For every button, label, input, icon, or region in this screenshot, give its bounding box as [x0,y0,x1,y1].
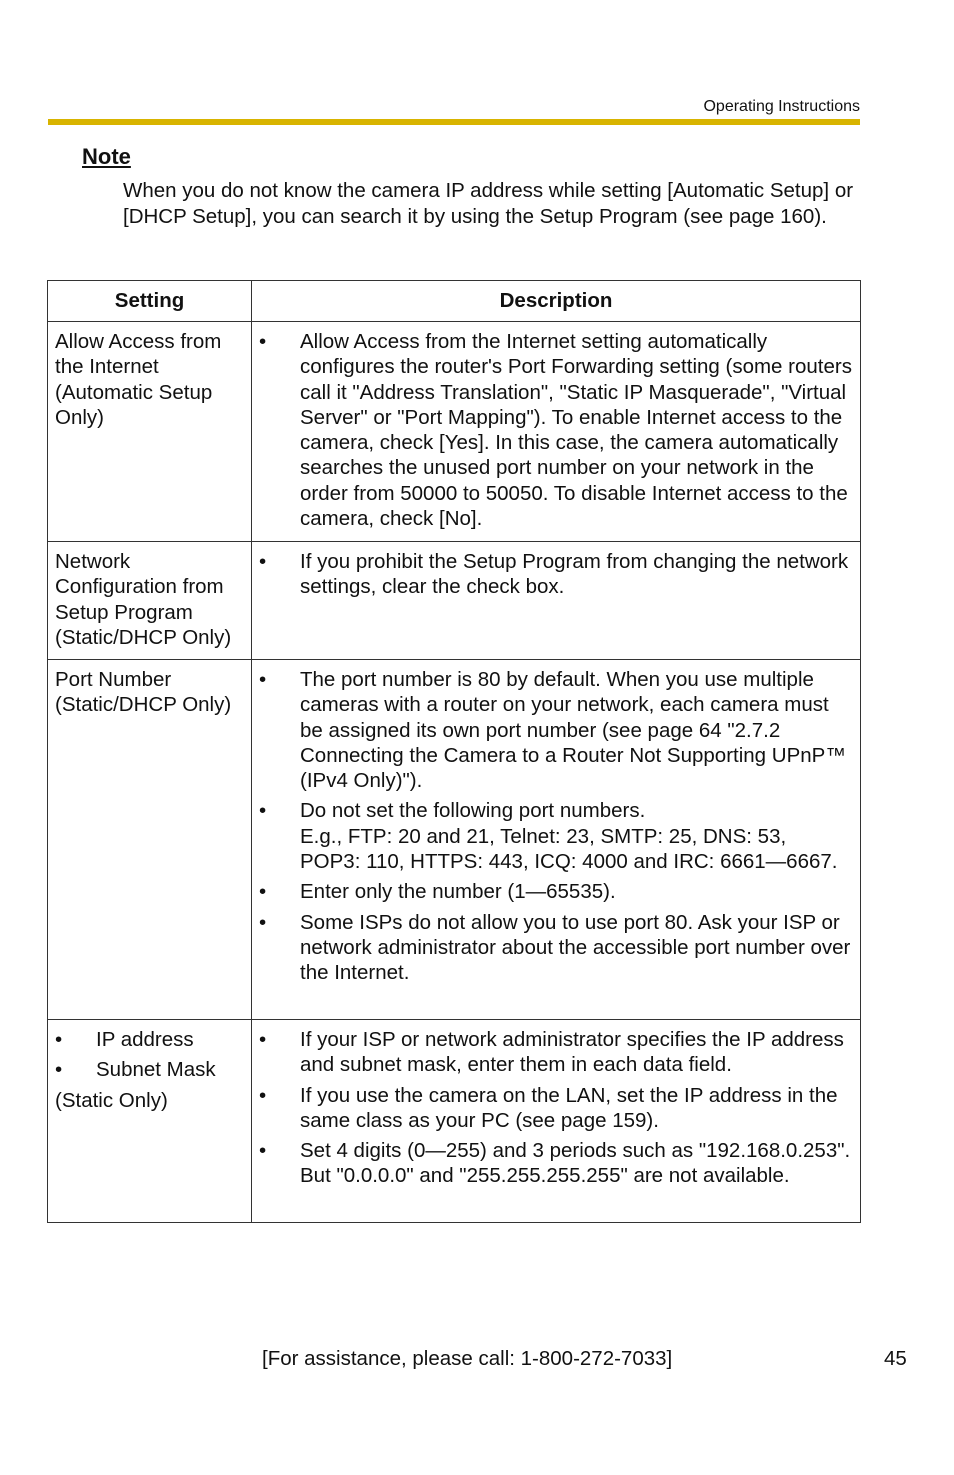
description-cell [252,322,861,542]
description-bullets [259,667,852,986]
running-header: Operating Instructions [703,98,860,115]
bullet-item: • Enter only the number (1—65535). [259,879,852,904]
setting-items [55,1027,245,1083]
table-row [48,542,861,660]
table-row [48,660,861,1020]
setting-port-number: Port Number (Static/DHCP Only) [48,660,252,1020]
header-rule [48,119,860,125]
setting-allow-access: Allow Access from the Internet (Automatic Setup Only) [48,322,252,542]
description-cell [252,542,861,660]
description-bullets [259,549,852,600]
assistance-footer: [For assistance, please call: 1-800-272-7033] [262,1347,673,1370]
bullet-item: • If you prohibit the Setup Program from changing the network settings, clear the check box. [259,549,852,600]
port-bullet-line-2: E.g., FTP: 20 and 21, Telnet: 23, SMTP: 25, DNS: 53, POP3: 110, HTTPS: 443, ICQ: 4000 and IRC: 6661—6667. [300,824,838,874]
port-bullet-line-1: • Do not set the following port numbers. [300,799,646,823]
bullet-item: • If you use the camera on the LAN, set the IP address in the same class as your PC (see page 159). [259,1083,852,1134]
setting-column-header: Setting [48,281,252,322]
bullet-item: • If your ISP or network administrator specifies the IP address and subnet mask, enter them in each data field. [259,1027,852,1078]
note-text: When you do not know the camera IP address while setting [Automatic Setup] or [DHCP Setup], you can search it by using the Setup Program (see page 160). [123,179,854,228]
setting-network-configuration: Network Configuration from Setup Program (Static/DHCP Only) [48,542,252,660]
bullet-item [259,798,852,874]
description-bullets [259,1027,852,1189]
settings-table [47,280,861,1223]
bullet-item: • Some ISPs do not allow you to use port 80. Ask your ISP or network administrator about the accessible port number over the Internet. [259,910,852,986]
setting-ip-subnet [48,1020,252,1223]
bullet-item: • The port number is 80 by default. When you use multiple cameras with a router on your network, each camera must be assigned its own port number (see page 64 "2.7.2 Connecting the Camera to a Router Not Supporting UPnP™ (IPv4 Only)"). [259,667,852,793]
table-header-row [48,281,861,322]
description-cell [252,1020,861,1223]
setting-item: • IP address [55,1027,245,1052]
page-number: 45 [884,1347,907,1370]
description-cell [252,660,861,1020]
setting-note: (Static Only) [55,1088,168,1112]
table-row [48,322,861,542]
setting-item: • Subnet Mask [55,1057,245,1082]
bullet-item: • Set 4 digits (0—255) and 3 periods such as "192.168.0.253". But "0.0.0.0" and "255.255.255.255" are not available. [259,1138,852,1189]
description-column-header: Description [252,281,861,322]
bullet-item: • Allow Access from the Internet setting automatically configures the router's Port Forwarding setting (some routers call it "Address Translation", "Static IP Masquerade", "Virtual Server" or "Port Mapping"). To enable Internet access to the camera, check [Yes]. In this case, the camera automatically searches the unused port number on your network in the order from 50000 to 50050. To disable Internet access to the camera, check [No]. [259,329,852,531]
note-heading: Note [82,144,131,169]
description-bullets [259,329,852,531]
table-row [48,1020,861,1223]
